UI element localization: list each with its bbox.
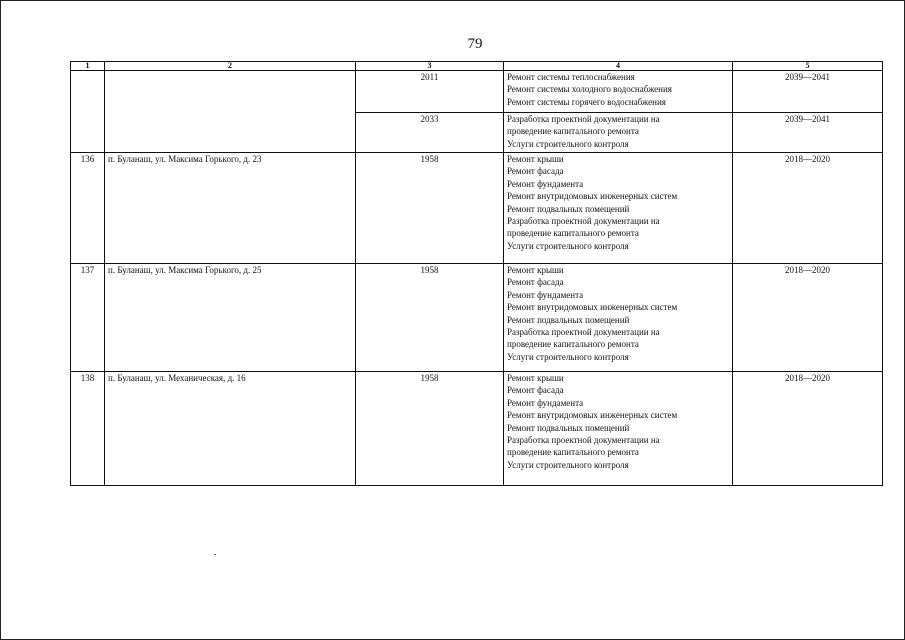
- header-row: [71, 62, 883, 71]
- table-row: [71, 264, 883, 372]
- row-number: 137: [71, 264, 105, 372]
- work-item: Услуги строительного контроля: [507, 240, 629, 251]
- work-item: проведение капитального ремонта: [507, 339, 639, 350]
- work-item: проведение капитального ремонта: [507, 228, 639, 239]
- work-item: Ремонт подвальных помещений: [507, 203, 630, 214]
- work-item: Ремонт крыши: [507, 154, 564, 164]
- work-item: Разработка проектной документации на: [507, 435, 660, 446]
- header-col-1: 1: [71, 62, 105, 71]
- house-address: п. Буланаш, ул. Механическая, д. 16: [105, 372, 356, 486]
- house-address: п. Буланаш, ул. Максима Горького, д. 25: [105, 264, 356, 372]
- work-item: Ремонт внутридомовых инженерных систем: [507, 410, 678, 421]
- header-col-2: 2: [105, 62, 356, 71]
- construction-year: 2033: [356, 113, 504, 153]
- construction-year: 1958: [356, 264, 504, 372]
- header-col-4: 4: [504, 62, 733, 71]
- planned-period: 2039—2041: [733, 71, 883, 113]
- work-item: Ремонт внутридомовых инженерных систем: [507, 191, 678, 202]
- work-item: Ремонт внутридомовых инженерных систем: [507, 302, 678, 313]
- work-item: Ремонт подвальных помещений: [507, 314, 630, 325]
- house-address: [105, 71, 356, 153]
- work-item: Ремонт подвальных помещений: [507, 422, 630, 433]
- header-col-3: 3: [356, 62, 504, 71]
- table-row: [71, 153, 883, 264]
- work-item: Ремонт фасада: [507, 277, 564, 288]
- work-item: Ремонт системы холодного водоснабжения: [507, 84, 672, 95]
- work-item: Ремонт фасада: [507, 166, 564, 177]
- work-item: Ремонт фундамента: [507, 178, 584, 189]
- row-number: 136: [71, 153, 105, 264]
- work-item: Услуги строительного контроля: [507, 138, 629, 149]
- work-item: проведение капитального ремонта: [507, 126, 639, 137]
- row-number: [71, 71, 105, 153]
- planned-period: 2018—2020: [733, 264, 883, 372]
- row-number: 138: [71, 372, 105, 486]
- works-list: [504, 153, 733, 264]
- repair-schedule-table: [70, 61, 883, 486]
- work-item: Разработка проектной документации на: [507, 216, 660, 227]
- construction-year: 1958: [356, 372, 504, 486]
- work-item: проведение капитального ремонта: [507, 447, 639, 458]
- work-item: Разработка проектной документации на: [507, 114, 660, 124]
- construction-year: 1958: [356, 153, 504, 264]
- work-item: Ремонт системы горячего водоснабжения: [507, 96, 666, 107]
- work-item: Ремонт крыши: [507, 265, 564, 275]
- work-item: Ремонт фасада: [507, 385, 564, 396]
- work-item: Услуги строительного контроля: [507, 459, 629, 470]
- table-row: [71, 71, 883, 113]
- construction-year: 2011: [356, 71, 504, 113]
- planned-period: 2018—2020: [733, 372, 883, 486]
- work-item: Ремонт фундамента: [507, 397, 584, 408]
- works-list: [504, 264, 733, 372]
- work-item: Ремонт системы теплоснабжения: [507, 72, 635, 82]
- work-item: Ремонт крыши: [507, 373, 564, 383]
- work-item: Ремонт фундамента: [507, 289, 584, 300]
- works-list: [504, 71, 733, 113]
- page-number: 79: [467, 36, 483, 52]
- scan-speck: [214, 554, 216, 555]
- planned-period: 2039—2041: [733, 113, 883, 153]
- works-list: [504, 113, 733, 153]
- work-item: Услуги строительного контроля: [507, 351, 629, 362]
- planned-period: 2018—2020: [733, 153, 883, 264]
- table-row: [71, 372, 883, 486]
- works-list: [504, 372, 733, 486]
- house-address: п. Буланаш, ул. Максима Горького, д. 23: [105, 153, 356, 264]
- header-col-5: 5: [733, 62, 883, 71]
- work-item: Разработка проектной документации на: [507, 327, 660, 338]
